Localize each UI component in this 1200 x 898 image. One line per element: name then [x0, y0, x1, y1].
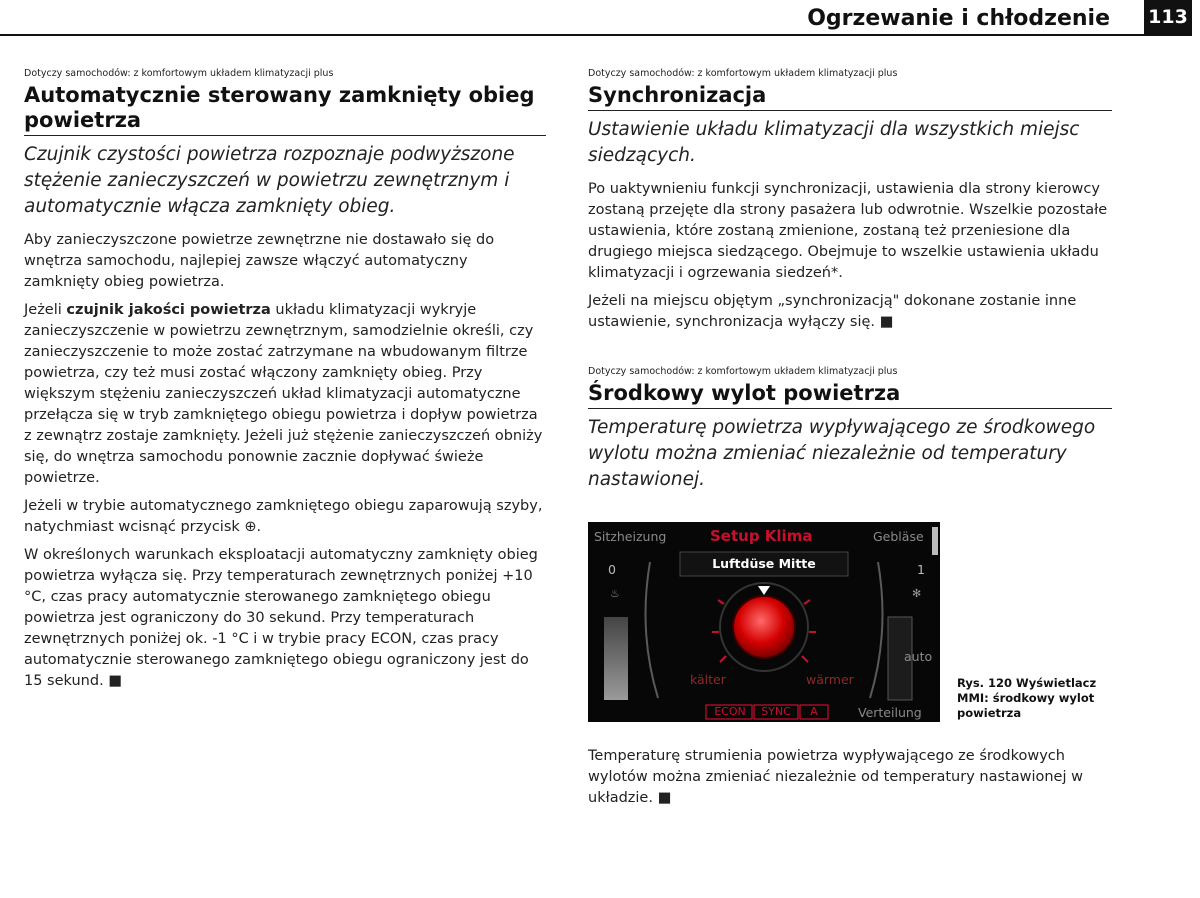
left-column	[24, 68, 546, 699]
applies-note: Dotyczy samochodów: z komfortowym układem klimatyzacji plus	[588, 68, 898, 79]
mmi-luftduse-label: Luftdüse Mitte	[712, 556, 816, 571]
mmi-geblase-label: Gebläse	[873, 529, 924, 544]
applies-note: Dotyczy samochodów: z komfortowym układem klimatyzacji plus	[588, 366, 898, 377]
mmi-econ-label: ECON	[714, 705, 746, 718]
section-lead: Ustawienie układu klimatyzacji dla wszystkich miejsc siedzących.	[588, 119, 1080, 166]
mmi-title: Setup Klima	[710, 527, 813, 545]
fan-icon: ✻	[912, 587, 922, 600]
mmi-sync-label: SYNC	[761, 705, 791, 718]
paragraph: W określonych warunkach eksploatacji automatyczny zamknięty obieg powietrza wyłącza się. Przy temperaturach zewnętrznych poniżej +10 °C, czas pracy automatycznie sterowanego zamkniętego obiegu powietrza jest ograniczony do 30 sekund. Przy temperaturach zewnętrznych poniżej ok. -1 °C i w trybie pracy ECON, czas pracy automatycznie sterowanego zamkniętego obiegu ograniczony jest do 15 sekund. ■	[24, 547, 538, 689]
figure-caption: Rys. 120 Wyświetlacz MMI: środkowy wylot powietrza	[957, 676, 1097, 720]
paragraph-text: układu klimatyzacji wykryje zanieczyszczenie w powietrzu zewnętrznym, samodzielnie określi, czy zanieczyszczenie to może zostać zatrzymane na wbudowanym filtrze powietrza, czy też musi zostać włączony zamknięty obieg. Przy większym stężeniu zanieczyszczeń układ klimatyzacji automatyczne przełącza się w tryb zamkniętego obiegu powietrza i dopływ powietrza z zewnątrz zostaje zamknięty. Jeżeli już stężenie zanieczyszczeń obniży się, do wnętrza samochodu ponownie zacznie dopływać świeże powietrze.	[24, 302, 543, 486]
section-lead: Czujnik czystości powietrza rozpoznaje podwyższone stężenie zanieczyszczeń w powietrzu zewnętrznym i automatycznie włącza zamknięty obieg.	[24, 144, 515, 217]
temperature-dial	[733, 596, 795, 658]
mmi-display-graphic	[588, 522, 940, 722]
left-level-bar	[604, 617, 628, 700]
paragraph: Jeżeli na miejscu objętym „synchronizacją" dokonane zostanie inne ustawienie, synchronizacja wyłączy się. ■	[588, 293, 1077, 330]
paragraph	[24, 300, 546, 489]
mmi-a-label: A	[810, 705, 818, 718]
mmi-right-value: 1	[917, 562, 925, 577]
paragraph: Aby zanieczyszczone powietrze zewnętrzne nie dostawało się do wnętrza samochodu, najlepiej zawsze włączyć automatyczny zamknięty obieg powietrza.	[24, 232, 495, 290]
section-heading: Automatycznie sterowany zamknięty obieg powietrza	[24, 83, 546, 136]
page-number: 113	[1144, 0, 1192, 34]
section-heading: Środkowy wylot powietrza	[588, 381, 1112, 409]
paragraph: Temperaturę strumienia powietrza wypływającego ze środkowych wylotów można zmieniać niezależnie od temperatury nastawionej w układzie. ■	[588, 748, 1083, 806]
applies-note: Dotyczy samochodów: z komfortowym układem klimatyzacji plus	[24, 68, 334, 79]
section-lead: Temperaturę powietrza wypływającego ze środkowego wylotu można zmieniać niezależnie od temperatury nastawionej.	[588, 417, 1096, 490]
seat-heat-icon: ♨	[610, 587, 620, 600]
paragraph-text: Jeżeli	[24, 302, 67, 318]
mmi-verteilung-label: Verteilung	[858, 705, 922, 720]
paragraph: Jeżeli w trybie automatycznego zamkniętego obiegu zaparowują szyby, natychmiast wcisnąć przycisk ⊕.	[24, 498, 543, 535]
bold-term: czujnik jakości powietrza	[66, 302, 271, 318]
running-header: Ogrzewanie i chłodzenie	[807, 6, 1110, 31]
right-column	[588, 68, 1112, 503]
mmi-left-value: 0	[608, 562, 616, 577]
mmi-display-figure	[588, 522, 940, 722]
mmi-warmer-label: wärmer	[806, 672, 854, 687]
section-heading: Synchronizacja	[588, 83, 1112, 111]
paragraph: Po uaktywnieniu funkcji synchronizacji, ustawienia dla strony kierowcy zostaną przejęte dla strony pasażera lub odwrotnie. Wszelkie pozostałe ustawienia, które zostaną zmienione, zostaną też przeniesione dla drugiego miejsca siedzącego. Obejmuje to wszelkie ustawienia układu klimatyzacji i ogrzewania siedzeń*.	[588, 181, 1108, 281]
mmi-sitzheizung-label: Sitzheizung	[594, 529, 667, 544]
header-rule	[0, 34, 1192, 36]
mmi-kalter-label: kälter	[690, 672, 726, 687]
mmi-auto-label: auto	[904, 649, 933, 664]
